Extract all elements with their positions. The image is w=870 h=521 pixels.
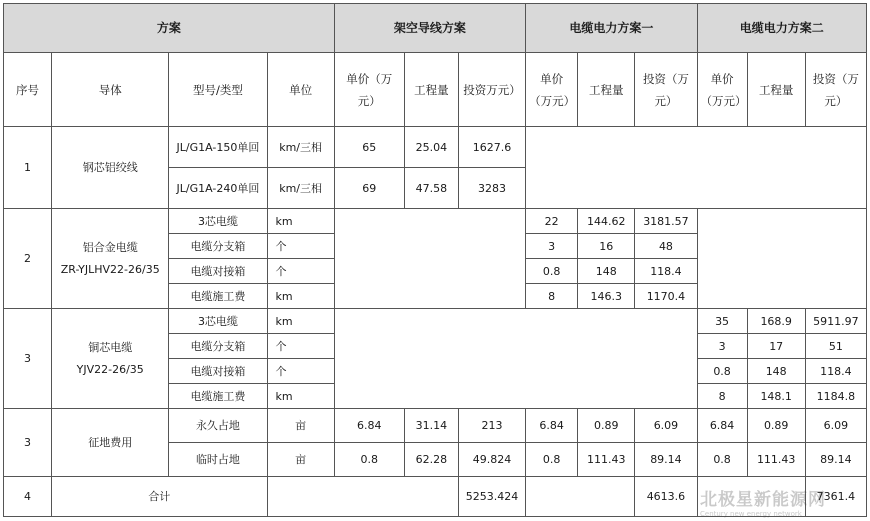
empty-block — [697, 477, 805, 517]
model-cell: 永久占地 — [169, 409, 267, 443]
c1-qty-cell: 16 — [578, 234, 635, 259]
watermark-text: 北极星新能源网 — [700, 490, 826, 510]
c2-qty-cell: 148 — [747, 359, 805, 384]
empty-block — [334, 309, 697, 409]
col-header-conductor: 导体 — [52, 53, 169, 127]
col-header-model: 型号/类型 — [169, 53, 267, 127]
total-oh-invest: 5253.424 — [458, 477, 525, 517]
total-row — [4, 477, 867, 517]
conductor-name: 钢芯铝绞线 — [52, 127, 169, 209]
unit-cell: 个 — [267, 334, 334, 359]
oh-price-cell: 65 — [334, 127, 404, 168]
table-row — [4, 209, 867, 234]
c1-price-cell: 3 — [526, 234, 578, 259]
c2-qty-cell: 0.89 — [747, 409, 805, 443]
unit-cell: km/三相 — [267, 168, 334, 209]
row-no: 3 — [4, 309, 52, 409]
total-label: 合计 — [52, 477, 267, 517]
row-no: 4 — [4, 477, 52, 517]
c1-price-cell: 6.84 — [526, 409, 578, 443]
conductor-name — [52, 209, 169, 309]
row-no: 3 — [4, 409, 52, 477]
c1-invest-cell: 1170.4 — [635, 284, 697, 309]
c2-invest-cell: 118.4 — [805, 359, 866, 384]
unit-cell: 亩 — [267, 409, 334, 443]
col-header-c2-price: 单价（万元） — [697, 53, 747, 127]
c1-invest-cell: 6.09 — [635, 409, 697, 443]
empty-block — [267, 477, 458, 517]
oh-qty-cell: 25.04 — [404, 127, 458, 168]
c2-invest-cell: 6.09 — [805, 409, 866, 443]
c1-qty-cell: 0.89 — [578, 409, 635, 443]
total-c1-invest: 4613.6 — [635, 477, 697, 517]
oh-invest-cell: 3283 — [458, 168, 525, 209]
model-cell: 临时占地 — [169, 443, 267, 477]
model-cell: 电缆分支箱 — [169, 334, 267, 359]
empty-block — [697, 209, 866, 309]
c2-invest-cell: 89.14 — [805, 443, 866, 477]
watermark-subtext: Century new energy network — [700, 510, 802, 518]
model-cell: 电缆对接箱 — [169, 359, 267, 384]
c2-invest-cell: 5911.97 — [805, 309, 866, 334]
c1-invest-cell: 3181.57 — [635, 209, 697, 234]
empty-block — [334, 209, 525, 309]
conductor-name: 征地费用 — [52, 409, 169, 477]
c2-price-cell: 6.84 — [697, 409, 747, 443]
oh-invest-cell: 49.824 — [458, 443, 525, 477]
unit-cell: km — [267, 209, 334, 234]
empty-block — [526, 477, 635, 517]
oh-price-cell: 0.8 — [334, 443, 404, 477]
oh-invest-cell: 1627.6 — [458, 127, 525, 168]
oh-qty-cell: 31.14 — [404, 409, 458, 443]
c1-invest-cell: 118.4 — [635, 259, 697, 284]
conductor-name — [52, 309, 169, 409]
col-header-c2-qty: 工程量 — [747, 53, 805, 127]
header-overhead-scheme: 架空导线方案 — [334, 4, 525, 53]
oh-price-cell: 69 — [334, 168, 404, 209]
model-cell: 3芯电缆 — [169, 209, 267, 234]
unit-cell: km — [267, 384, 334, 409]
c2-price-cell: 35 — [697, 309, 747, 334]
col-header-c1-price: 单价（万元） — [526, 53, 578, 127]
model-cell: JL/G1A-150单回 — [169, 127, 267, 168]
unit-cell: km — [267, 309, 334, 334]
row-no: 1 — [4, 127, 52, 209]
c1-invest-cell: 48 — [635, 234, 697, 259]
conductor-model-line: YJV22-26/35 — [76, 362, 144, 376]
c1-invest-cell: 89.14 — [635, 443, 697, 477]
c2-qty-cell: 17 — [747, 334, 805, 359]
c2-price-cell: 0.8 — [697, 359, 747, 384]
c1-price-cell: 0.8 — [526, 259, 578, 284]
model-cell: JL/G1A-240单回 — [169, 168, 267, 209]
unit-cell: km/三相 — [267, 127, 334, 168]
col-header-c2-invest: 投资（万元） — [805, 53, 866, 127]
oh-qty-cell: 47.58 — [404, 168, 458, 209]
table-row — [4, 309, 867, 334]
c1-qty-cell: 146.3 — [578, 284, 635, 309]
empty-block — [526, 127, 867, 209]
c2-price-cell: 3 — [697, 334, 747, 359]
cost-comparison-table — [3, 3, 867, 517]
model-cell: 电缆分支箱 — [169, 234, 267, 259]
unit-cell: 个 — [267, 359, 334, 384]
header-column-row — [4, 53, 867, 127]
c2-invest-cell: 51 — [805, 334, 866, 359]
model-cell: 3芯电缆 — [169, 309, 267, 334]
unit-cell: 个 — [267, 259, 334, 284]
table-row — [4, 127, 867, 168]
c1-qty-cell: 148 — [578, 259, 635, 284]
c2-price-cell: 8 — [697, 384, 747, 409]
table-row — [4, 409, 867, 443]
conductor-model-line: ZR-YJLHV22-26/35 — [60, 262, 160, 276]
col-header-unit: 单位 — [267, 53, 334, 127]
c2-qty-cell: 148.1 — [747, 384, 805, 409]
c2-qty-cell: 168.9 — [747, 309, 805, 334]
c2-price-cell: 0.8 — [697, 443, 747, 477]
model-cell: 电缆施工费 — [169, 384, 267, 409]
oh-invest-cell: 213 — [458, 409, 525, 443]
unit-cell: km — [267, 284, 334, 309]
header-group-row — [4, 4, 867, 53]
model-cell: 电缆施工费 — [169, 284, 267, 309]
c1-price-cell: 0.8 — [526, 443, 578, 477]
header-cable-scheme-2: 电缆电力方案二 — [697, 4, 866, 53]
col-header-oh-qty: 工程量 — [404, 53, 458, 127]
col-header-c1-qty: 工程量 — [578, 53, 635, 127]
unit-cell: 个 — [267, 234, 334, 259]
c1-price-cell: 22 — [526, 209, 578, 234]
oh-price-cell: 6.84 — [334, 409, 404, 443]
conductor-name-line: 铜芯电缆 — [88, 340, 133, 354]
c1-price-cell: 8 — [526, 284, 578, 309]
c2-invest-cell: 1184.8 — [805, 384, 866, 409]
header-scheme: 方案 — [4, 4, 335, 53]
unit-cell: 亩 — [267, 443, 334, 477]
conductor-name-line: 铝合金电缆 — [82, 240, 138, 254]
model-cell: 电缆对接箱 — [169, 259, 267, 284]
oh-qty-cell: 62.28 — [404, 443, 458, 477]
col-header-no: 序号 — [4, 53, 52, 127]
c1-qty-cell: 111.43 — [578, 443, 635, 477]
col-header-c1-invest: 投资（万元） — [635, 53, 697, 127]
row-no: 2 — [4, 209, 52, 309]
header-cable-scheme-1: 电缆电力方案一 — [526, 4, 697, 53]
col-header-oh-price: 单价（万元） — [334, 53, 404, 127]
c2-qty-cell: 111.43 — [747, 443, 805, 477]
c1-qty-cell: 144.62 — [578, 209, 635, 234]
col-header-oh-invest: 投资万元） — [458, 53, 525, 127]
total-c2-invest: 7361.4 — [805, 477, 866, 517]
